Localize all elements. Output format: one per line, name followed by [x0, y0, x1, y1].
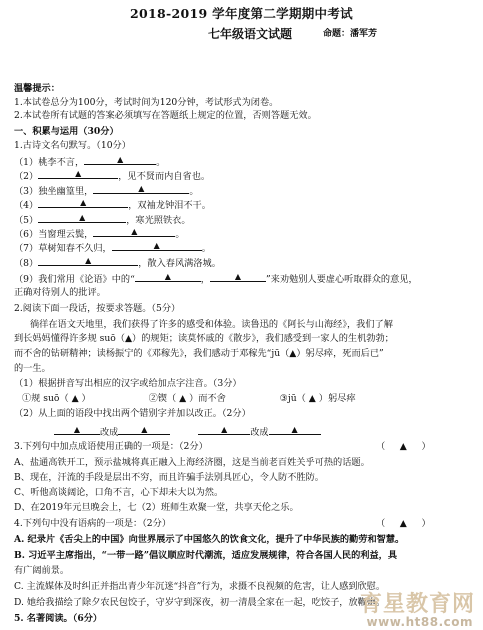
triangle-icon: ▲: [164, 272, 171, 281]
q1-item-3-post: 。: [189, 186, 199, 197]
triangle-icon: ▲: [399, 518, 407, 529]
question-4: 4.下列句中没有语病的一项是：（2分）: [14, 518, 172, 529]
answer-blank[interactable]: [118, 426, 170, 435]
change-to-label: 改成: [250, 427, 269, 438]
passage-line-3: 而不舍的钻研精神；读杨振宁的《邓稼先》，我们感动于邓稼先“jū（▲）躬尽瘁，死而后已”: [14, 348, 384, 359]
change-to-label: 改成: [100, 427, 119, 438]
q1-item-5: [14, 214, 191, 225]
q1-item-3-pre: （3）独坐幽篁里，: [14, 186, 94, 197]
q1-item-8: [14, 257, 221, 268]
q1-item-7-post: 。: [201, 243, 211, 254]
q1-item-6: [14, 228, 185, 239]
q1-item-5-post: ，寒光照铁衣。: [126, 215, 191, 226]
q4-option-a: A. 纪录片《舌尖上的中国》向世界展示了中国悠久的饮食文化，提升了中华民族的勤劳和智慧。: [14, 534, 405, 545]
q4-option-d: D. 她给我描绘了除夕农民包饺子，守岁守到深夜，初一清晨全家在一起，吃饺子，放鞭炮。: [14, 597, 386, 608]
q2-sub-1: （1）根据拼音写出相应的汉字或给加点字注音。（3分）: [14, 378, 242, 389]
exam-subtitle: 七年级语文试题: [208, 27, 293, 41]
q1-item-7-pre: （7）草树知春不久归，: [14, 243, 112, 254]
q4-option-b: B. 习近平主席指出，“一带一路”倡议顺应时代潮流，适应发展规律，符合各国人民的利益，具: [14, 550, 398, 561]
triangle-icon: ▲: [75, 169, 82, 178]
question-1: 1.古诗文名句默写。（10分）: [14, 140, 131, 151]
q1-item-2: [14, 170, 210, 181]
triangle-icon: ▲: [138, 184, 145, 193]
passage-line-4: 的一生。: [14, 363, 51, 374]
q1-item-9-cont: 正确对待别人的批评。: [14, 287, 106, 298]
triangle-icon: ▲: [234, 272, 242, 281]
q2-sub-1-a[interactable]: ①规 suō（ ▲ ）: [22, 393, 91, 404]
q2-sub-2: （2）从上面的语段中找出两个错别字并加以改正。（2分）: [14, 408, 251, 419]
answer-blank[interactable]: [38, 214, 126, 223]
q1-item-4: [14, 199, 211, 210]
exam-title: 2018-2019 学年度第二学期期中考试: [130, 6, 353, 21]
question-5: 5. 名著阅读。（6分）: [14, 613, 103, 624]
notice-line-2: 2.本试卷所有试题的答案必须填写在答题纸上规定的位置，否则答题无效。: [14, 110, 317, 121]
passage-line-1: 徜徉在语文天地里，我们获得了许多的感受和体验。读鲁迅的《阿长与山海经》，我们了解: [30, 319, 393, 330]
answer-blank[interactable]: [93, 228, 175, 237]
q2-sub-1-answers: [22, 394, 356, 403]
triangle-icon: ▲: [221, 425, 228, 434]
answer-blank[interactable]: [135, 273, 201, 282]
q1-item-8-post: ，散入春风满洛城。: [138, 258, 221, 269]
q2-sub-2-answers: [54, 426, 321, 437]
q1-item-4-pre: （4）: [14, 200, 39, 211]
triangle-icon: ▲: [117, 155, 124, 164]
notice-line-1: 1.本试卷总分为100分，考试时间为120分钟，考试形式为闭卷。: [14, 97, 279, 108]
triangle-icon: ▲: [153, 241, 160, 250]
q1-item-7: [14, 242, 211, 253]
q3-answer[interactable]: （ ▲ ）: [376, 441, 431, 452]
answer-blank[interactable]: [112, 242, 202, 251]
answer-blank[interactable]: [269, 426, 321, 435]
answer-blank[interactable]: [38, 170, 118, 179]
q2-sub-1-b[interactable]: ②锲（ ▲ ）而不舍: [148, 393, 226, 404]
q2-sub-1-c[interactable]: ③jū（ ▲ ）躬尽瘁: [279, 393, 356, 404]
answer-blank[interactable]: [38, 199, 128, 208]
answer-blank[interactable]: [198, 426, 250, 435]
q1-item-1-pre: （1）桃李不言，: [14, 157, 85, 168]
question-2: 2.阅读下面一段话，按要求答题。（5分）: [14, 303, 181, 314]
q1-item-3: [14, 185, 199, 196]
watermark-site-name: 育星教育网: [359, 592, 475, 617]
q3-option-a: A、盐通高铁开工，预示盐城将真正融入上海经济圈，这是当前老百姓关乎可热的话题。: [14, 457, 370, 468]
q1-item-1: [14, 156, 165, 167]
answer-blank[interactable]: [38, 257, 138, 266]
q1-item-4-post: ，双袖龙钟泪不干。: [128, 200, 211, 211]
q1-item-2-pre: （2）: [14, 171, 39, 182]
q4-option-c: C. 主流媒体及时纠正并指出青少年沉迷“抖音”行为，求摄不良视频的危害，让人感到欣慰。: [14, 581, 386, 592]
triangle-icon: ▲: [131, 227, 138, 236]
q3-option-b: B、现在，汗流的手段是层出不穷，而且许骗手法别具匠心，令人防不胜防。: [14, 472, 324, 483]
section-1-heading: 一、积累与运用（30分）: [14, 126, 119, 137]
question-3: 3.下列句中加点成语使用正确的一项是：（2分）: [14, 441, 208, 452]
triangle-icon: ▲: [73, 425, 81, 434]
q4-option-b-cont: 有广阔前景。: [14, 565, 70, 576]
triangle-icon: ▲: [291, 425, 298, 434]
triangle-icon: ▲: [399, 441, 407, 452]
author-label: 命题：潘军芳: [323, 29, 378, 39]
q1-item-6-post: 。: [175, 229, 185, 240]
triangle-icon: ▲: [80, 198, 87, 207]
q1-item-5-pre: （5）: [14, 215, 39, 226]
q3-option-d: D、在2019年元旦晚会上，七（2）班师生欢聚一堂，共享天伦之乐。: [14, 502, 299, 513]
q1-item-8-pre: （8）: [14, 258, 39, 269]
answer-blank[interactable]: [93, 185, 189, 194]
answer-blank[interactable]: [84, 156, 156, 165]
triangle-icon: ▲: [85, 256, 92, 265]
q1-item-1-post: 。: [156, 157, 166, 168]
q4-answer[interactable]: （ ▲ ）: [376, 518, 431, 529]
q1-item-9-pre: （9）我们常用《论语》中的“: [14, 274, 135, 285]
q1-item-9-mid: ，: [200, 274, 210, 285]
q1-item-9: [14, 273, 418, 284]
answer-blank[interactable]: [210, 273, 266, 282]
triangle-icon: ▲: [79, 213, 86, 222]
passage-line-2: 到长妈妈懂得许多规 suō（▲）的规矩；读莫怀戚的《散步》，我们感受到一家人的生机勃勃；: [14, 333, 394, 344]
watermark-url: www.ht88.com: [366, 615, 473, 629]
answer-blank[interactable]: [54, 426, 100, 435]
q3-option-c: C、听他高谈阔论，口角不言，心下却未大以为然。: [14, 487, 224, 498]
triangle-icon: ▲: [141, 425, 148, 434]
notice-heading: 温馨提示：: [14, 83, 60, 94]
q1-item-2-post: ，见不贤而内自省也。: [118, 171, 211, 182]
q1-item-9-post: ”来劝勉别人要虚心听取群众的意见，: [265, 274, 418, 285]
q1-item-6-pre: （6）当窗理云鬓，: [14, 229, 94, 240]
